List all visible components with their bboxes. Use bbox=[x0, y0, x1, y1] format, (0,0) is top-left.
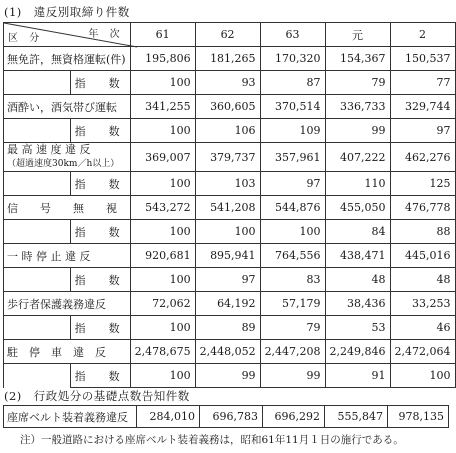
blank-cell bbox=[4, 172, 71, 196]
index-cell: 100 bbox=[195, 220, 260, 244]
index-cell: 125 bbox=[390, 172, 455, 196]
value-cell: 920,681 bbox=[130, 244, 195, 268]
blank-cell bbox=[4, 220, 71, 244]
value-row bbox=[4, 95, 456, 119]
index-label: 指 数 bbox=[70, 316, 130, 340]
value-cell: 696,783 bbox=[200, 406, 263, 428]
row-label: 無免許，無資格運転(件) bbox=[4, 47, 131, 71]
index-label: 指 数 bbox=[70, 268, 130, 292]
index-cell: 88 bbox=[390, 220, 455, 244]
value-cell: 2,478,675 bbox=[130, 340, 195, 364]
index-cell: 110 bbox=[325, 172, 390, 196]
footnote: 注）一般道路における座席ベルト装着義務は，昭和61年11月１日の施行である。 bbox=[20, 434, 404, 446]
value-cell: 341,255 bbox=[130, 95, 195, 119]
value-row bbox=[4, 340, 456, 364]
row-label bbox=[4, 143, 131, 172]
index-cell: 97 bbox=[195, 268, 260, 292]
value-row bbox=[4, 196, 456, 220]
value-cell: 696,292 bbox=[263, 406, 325, 428]
index-cell: 99 bbox=[260, 364, 325, 388]
year-label: 年 次 bbox=[88, 29, 124, 40]
year-header: 62 bbox=[195, 23, 260, 47]
index-row bbox=[4, 71, 456, 95]
row-label: 歩行者保護義務違反 bbox=[4, 292, 131, 316]
value-cell: 2,472,064 bbox=[390, 340, 455, 364]
value-cell: 72,062 bbox=[130, 292, 195, 316]
value-cell: 38,436 bbox=[325, 292, 390, 316]
violation-table bbox=[3, 22, 456, 388]
header-row bbox=[4, 23, 456, 47]
value-cell: 284,010 bbox=[137, 406, 200, 428]
value-cell: 438,471 bbox=[325, 244, 390, 268]
index-row bbox=[4, 172, 456, 196]
index-cell: 53 bbox=[325, 316, 390, 340]
index-row bbox=[4, 268, 456, 292]
value-cell: 336,733 bbox=[325, 95, 390, 119]
index-label: 指 数 bbox=[70, 71, 130, 95]
index-cell: 103 bbox=[195, 172, 260, 196]
value-row bbox=[4, 47, 456, 71]
value-cell: 2,448,052 bbox=[195, 340, 260, 364]
index-cell: 84 bbox=[325, 220, 390, 244]
value-cell: 64,192 bbox=[195, 292, 260, 316]
index-cell: 109 bbox=[260, 119, 325, 143]
index-cell: 77 bbox=[390, 71, 455, 95]
value-cell: 978,135 bbox=[388, 406, 449, 428]
section1-title: (1) 違反別取締り件数 bbox=[4, 5, 130, 19]
index-cell: 100 bbox=[130, 172, 195, 196]
value-cell: 543,272 bbox=[130, 196, 195, 220]
value-cell: 357,961 bbox=[260, 143, 325, 172]
header-corner bbox=[4, 23, 131, 47]
index-cell: 100 bbox=[130, 71, 195, 95]
value-cell: 462,276 bbox=[390, 143, 455, 172]
index-row bbox=[4, 316, 456, 340]
value-cell: 360,605 bbox=[195, 95, 260, 119]
index-cell: 100 bbox=[130, 364, 195, 388]
index-cell: 79 bbox=[260, 316, 325, 340]
index-cell: 91 bbox=[325, 364, 390, 388]
value-cell: 33,253 bbox=[390, 292, 455, 316]
value-cell: 150,537 bbox=[390, 47, 455, 71]
index-row bbox=[4, 364, 456, 388]
row-sublabel: （超過速度30km／h以上） bbox=[7, 159, 120, 169]
index-cell: 48 bbox=[325, 268, 390, 292]
index-cell: 97 bbox=[390, 119, 455, 143]
index-cell: 79 bbox=[325, 71, 390, 95]
value-cell: 181,265 bbox=[195, 47, 260, 71]
value-cell: 541,208 bbox=[195, 196, 260, 220]
row-label-main: 最 高 速 度 違 反 bbox=[7, 143, 91, 156]
row-label: 一 時 停 止 違 反 bbox=[4, 244, 131, 268]
year-header: 元 bbox=[325, 23, 390, 47]
value-cell: 57,179 bbox=[260, 292, 325, 316]
row-label: 座席ベルト装着義務違反 bbox=[4, 406, 137, 428]
index-row bbox=[4, 119, 456, 143]
year-header: 63 bbox=[260, 23, 325, 47]
index-row bbox=[4, 220, 456, 244]
value-cell: 476,778 bbox=[390, 196, 455, 220]
value-row bbox=[4, 143, 456, 172]
row-label: 酒酔い，酒気帯び運転 bbox=[4, 95, 131, 119]
value-cell: 369,007 bbox=[130, 143, 195, 172]
value-cell: 2,249,846 bbox=[325, 340, 390, 364]
index-cell: 100 bbox=[130, 268, 195, 292]
index-cell: 106 bbox=[195, 119, 260, 143]
index-label: 指 数 bbox=[70, 172, 130, 196]
index-cell: 97 bbox=[260, 172, 325, 196]
index-cell: 100 bbox=[130, 119, 195, 143]
seatbelt-row bbox=[4, 406, 449, 428]
blank-cell bbox=[4, 119, 71, 143]
index-cell: 87 bbox=[260, 71, 325, 95]
blank-cell bbox=[4, 71, 71, 95]
blank-cell bbox=[4, 268, 71, 292]
index-cell: 100 bbox=[260, 220, 325, 244]
value-cell: 895,941 bbox=[195, 244, 260, 268]
index-cell: 100 bbox=[130, 316, 195, 340]
index-cell: 46 bbox=[390, 316, 455, 340]
section2-title: (2) 行政処分の基礎点数告知件数 bbox=[4, 389, 190, 403]
value-cell: 764,556 bbox=[260, 244, 325, 268]
index-label: 指 数 bbox=[70, 364, 130, 388]
index-cell: 100 bbox=[390, 364, 455, 388]
blank-cell bbox=[4, 316, 71, 340]
penalty-table bbox=[3, 405, 449, 428]
year-header: 61 bbox=[130, 23, 195, 47]
category-label: 区 分 bbox=[8, 33, 44, 44]
index-cell: 99 bbox=[195, 364, 260, 388]
value-cell: 329,744 bbox=[390, 95, 455, 119]
index-cell: 48 bbox=[390, 268, 455, 292]
value-cell: 170,320 bbox=[260, 47, 325, 71]
value-cell: 544,876 bbox=[260, 196, 325, 220]
value-cell: 455,050 bbox=[325, 196, 390, 220]
value-cell: 555,847 bbox=[325, 406, 388, 428]
value-row bbox=[4, 292, 456, 316]
value-cell: 370,514 bbox=[260, 95, 325, 119]
value-cell: 407,222 bbox=[325, 143, 390, 172]
value-cell: 154,367 bbox=[325, 47, 390, 71]
index-cell: 83 bbox=[260, 268, 325, 292]
index-cell: 99 bbox=[325, 119, 390, 143]
index-label: 指 数 bbox=[70, 220, 130, 244]
value-cell: 2,447,208 bbox=[260, 340, 325, 364]
index-cell: 100 bbox=[130, 220, 195, 244]
value-cell: 195,806 bbox=[130, 47, 195, 71]
index-cell: 93 bbox=[195, 71, 260, 95]
year-header: 2 bbox=[390, 23, 455, 47]
index-cell: 89 bbox=[195, 316, 260, 340]
row-label: 駐 停 車 違 反 bbox=[4, 340, 131, 364]
value-cell: 445,016 bbox=[390, 244, 455, 268]
row-label: 信 号 無 視 bbox=[4, 196, 131, 220]
value-cell: 379,737 bbox=[195, 143, 260, 172]
index-label: 指 数 bbox=[70, 119, 130, 143]
blank-cell bbox=[4, 364, 71, 388]
value-row bbox=[4, 244, 456, 268]
